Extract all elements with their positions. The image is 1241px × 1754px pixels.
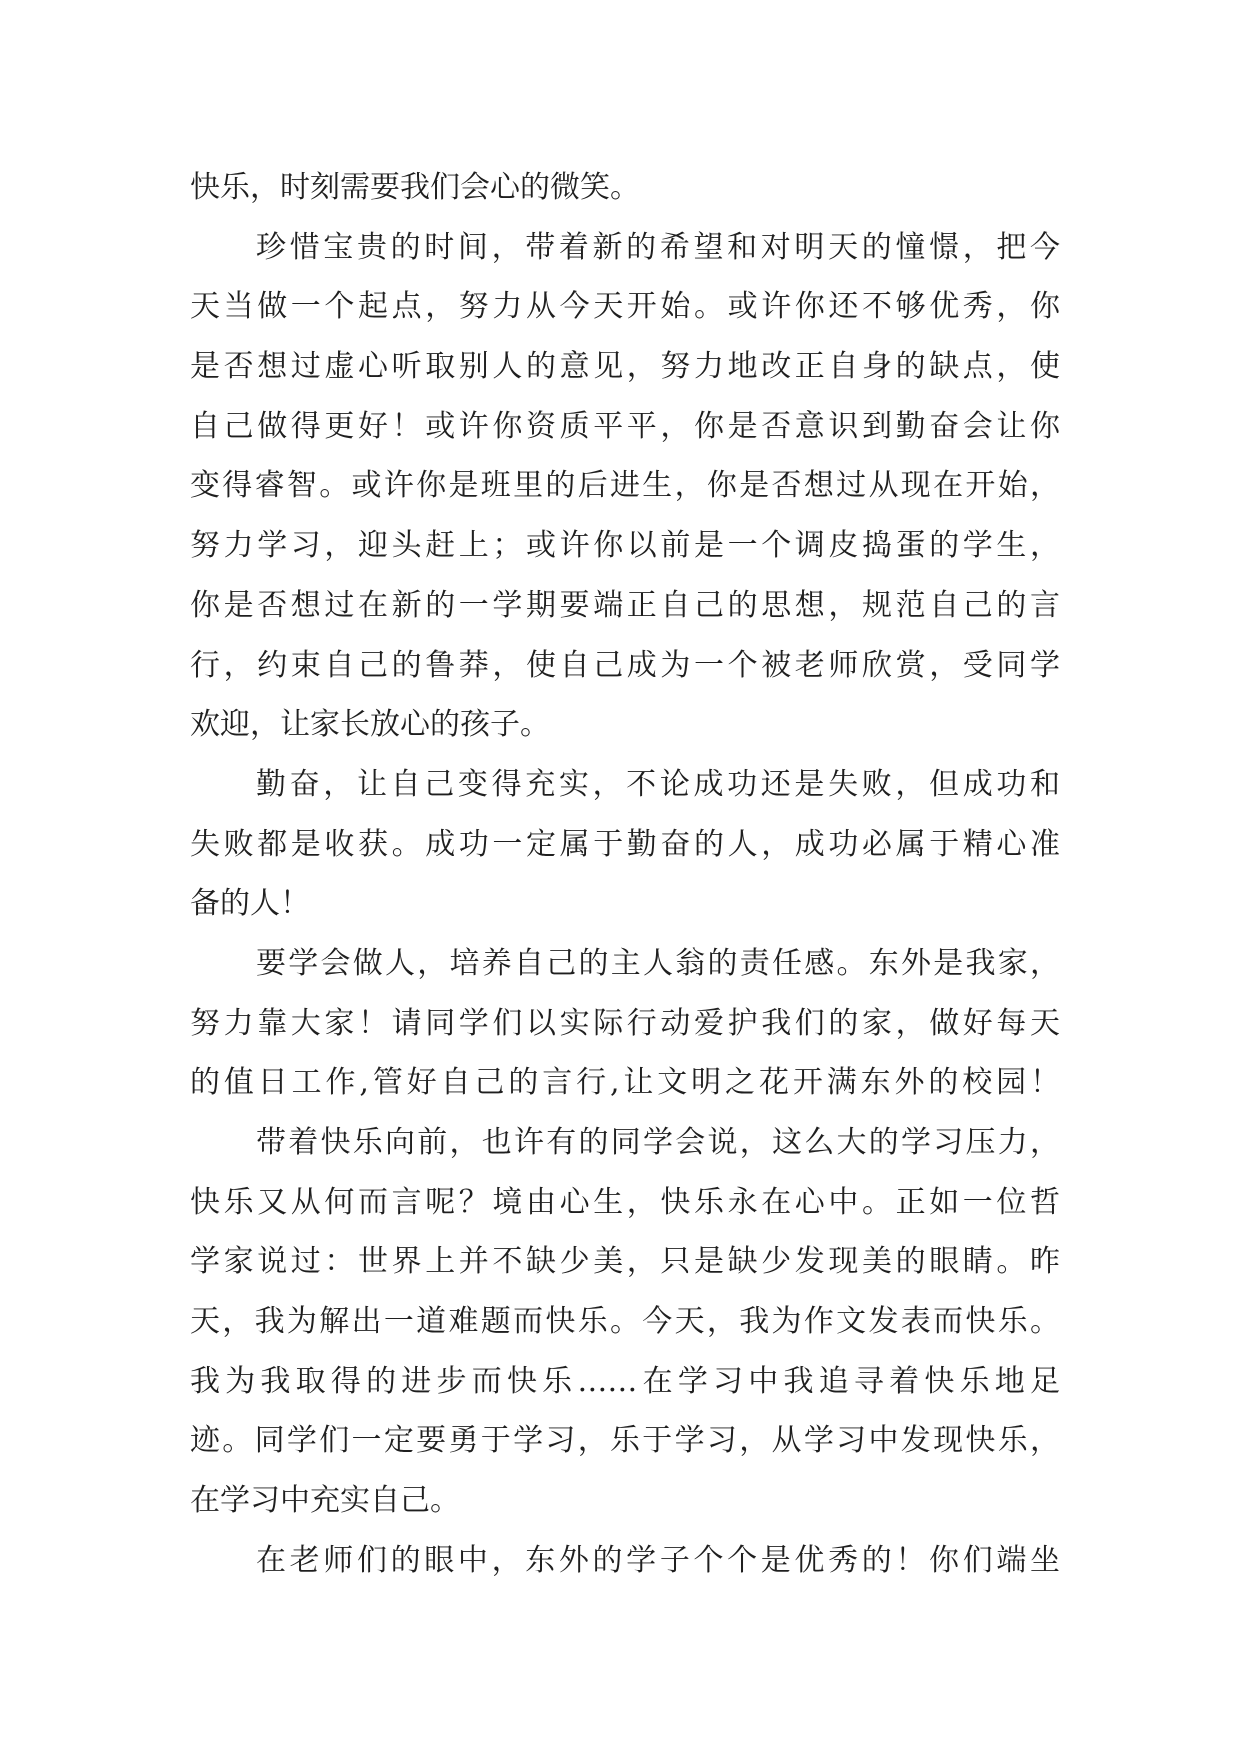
text-line: 我为我取得的进步而快乐……在学习中我追寻着快乐地足 xyxy=(190,1363,1060,1399)
text-line: 的值日工作,管好自己的言行,让文明之花开满东外的校园！ xyxy=(190,1065,1060,1101)
text-line: 备的人！ xyxy=(190,886,310,922)
text-line: 努力学习，迎头赶上；或许你以前是一个调皮捣蛋的学生， xyxy=(190,528,1060,564)
text-line: 天当做一个起点，努力从今天开始。或许你还不够优秀，你 xyxy=(190,289,1060,325)
text-line: 快乐，时刻需要我们会心的微笑。 xyxy=(190,170,640,205)
text-line: 带着快乐向前，也许有的同学会说，这么大的学习压力， xyxy=(256,1125,1060,1160)
text-line: 行，约束自己的鲁莽，使自己成为一个被老师欣赏，受同学 xyxy=(190,647,1060,683)
text-line: 你是否想过在新的一学期要端正自己的思想，规范自己的言 xyxy=(190,587,1060,623)
text-line: 欢迎，让家长放心的孩子。 xyxy=(190,707,550,743)
text-line: 变得睿智。或许你是班里的后进生，你是否想过从现在开始， xyxy=(190,468,1060,504)
text-line: 在老师们的眼中，东外的学子个个是优秀的！你们端坐 xyxy=(256,1542,1060,1578)
text-line: 自己做得更好！或许你资质平平，你是否意识到勤奋会让你 xyxy=(190,408,1060,444)
text-line: 要学会做人，培养自己的主人翁的责任感。东外是我家， xyxy=(256,945,1060,981)
text-line: 失败都是收获。成功一定属于勤奋的人，成功必属于精心准 xyxy=(190,826,1060,862)
document-body xyxy=(190,158,1060,1591)
text-line: 学家说过：世界上并不缺少美，只是缺少发现美的眼睛。昨 xyxy=(190,1244,1060,1280)
text-line: 是否想过虚心听取别人的意见，努力地改正自身的缺点，使 xyxy=(190,349,1060,385)
text-line: 快乐又从何而言呢？境由心生，快乐永在心中。正如一位哲 xyxy=(190,1184,1060,1220)
text-line: 天，我为解出一道难题而快乐。今天，我为作文发表而快乐。 xyxy=(190,1304,1060,1340)
text-line: 勤奋，让自己变得充实，不论成功还是失败，但成功和 xyxy=(256,766,1060,802)
text-line: 迹。同学们一定要勇于学习，乐于学习，从学习中发现快乐， xyxy=(190,1423,1060,1459)
text-line: 在学习中充实自己。 xyxy=(190,1483,460,1519)
text-line: 珍惜宝贵的时间，带着新的希望和对明天的憧憬，把今 xyxy=(256,229,1060,265)
text-line: 努力靠大家！请同学们以实际行动爱护我们的家，做好每天 xyxy=(190,1005,1060,1041)
